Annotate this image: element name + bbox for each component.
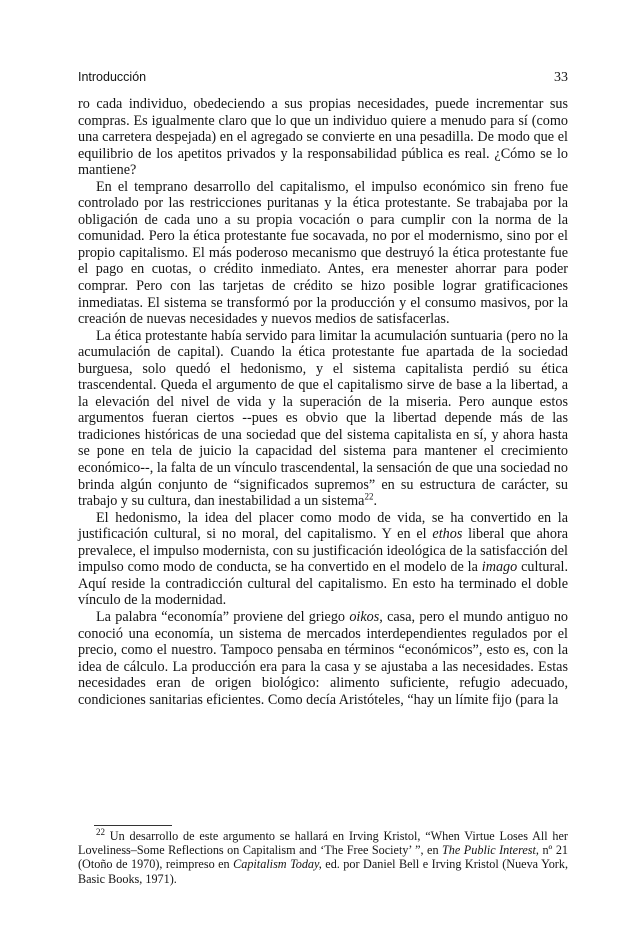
footnote [78,826,569,886]
italic-text: oikos, [349,608,383,625]
body-text [78,96,568,708]
footnote-number: 22 [96,826,105,837]
footnote-reference: 22 [364,491,374,502]
text-run: Un desarrollo de este argumento se hallará en Irving Kristol, “When Virtue Loses All her Loveliness–Some Reflections on Capitalism and ‘The Free Society’ ”, en [78,829,568,858]
paragraph [78,328,568,510]
page-header [78,70,568,90]
footnote-divider [94,825,172,826]
page-number: 33 [554,70,568,85]
italic-text: The Public Interest, [442,843,539,858]
paragraph [78,96,568,179]
text-run: nº 21 (Otoño de 1970), reimpreso en [78,843,569,872]
paragraph [78,179,568,328]
text-run: . [373,493,377,510]
text-run: El hedonismo, la idea del placer como modo de vida, se ha convertido en la justificación cultural, si no moral, del capitalismo. Y en el [78,509,568,543]
footnote-text [78,826,569,886]
text-run: La ética protestante había servido para limitar la acumulación suntuaria (pero no la acumulación de capital). Cuando la ética protestante fue apartada de la sociedad burguesa, solo quedó el hedonismo, y el sistema capitalista perdió su ética trascendental. Queda el argumento de que el capitalismo sirve de base a la libertad, a la elevación del nivel de vida y la superación de la miseria. Pero aunque estos argumentos fueran ciertos --pues es obvio que la libertad depende más de las tradiciones históricas de una sociedad que del sistema capitalista en sí, y ahora hasta se pone en tela de juicio la capacidad del sistema para mantener el crecimiento económico--, la falta de un vínculo trascendental, la sensación de que una sociedad no brinda algún conjunto de “significados supremos” en su estructura de carácter, su trabajo y su cultura, dan inestabilidad a un sistema [78,327,568,510]
italic-text: imago [481,559,518,576]
text-run: liberal que ahora prevalece, el impulso modernista, con su justificación ideológica de la satisfacción del impulso como modo de conducta, se ha convertido en el modelo de la [78,526,568,576]
text-run: En el temprano desarrollo del capitalismo, el impulso económico sin freno fue controlado por las restricciones puritanas y la ética protestante. Se trabajaba por la obligación de cada uno a su propia vocación o para cumplir con la norma de la comunidad. Pero la ética protestante fue socavada, no por el modernismo, sino por el propio capitalismo. El más poderoso mecanismo que destruyó la ética protestante fue el pago en cuotas, o crédito inmediato. Antes, era menester ahorrar para poder comprar. Pero con las tarjetas de crédito se hizo posible lograr gratificaciones inmediatas. El sistema se transformó por la producción y el consumo masivos, por la creación de nuevas necesidades y nuevos medios de satisfacerlas. [78,178,568,328]
text-run: casa, pero el mundo antiguo no conoció una economía, un sistema de mercados interdependientes regulados por el precio, como el nuestro. Tampoco pensaba en términos “económicos”, esto es, con la idea de cálculo. La producción era para la casa y se ajustaba a las necesidades. Estas necesidades eran de origen biológico: alimento suficiente, refugio adecuado, condiciones sanitarias eficientes. Como decía Aristóteles, “hay un límite fijo (para la [78,608,569,708]
text-run: La palabra “economía” proviene del griego [96,608,350,625]
italic-text: Capitalism Today, [233,857,322,872]
running-head: Introducción [78,70,147,84]
text-run: cultural. Aquí reside la contradicción cultural del capitalismo. En esto ha terminado el doble vínculo de la modernidad. [78,559,568,609]
italic-text: ethos [432,526,463,543]
text-run: ro cada individuo, obedeciendo a sus propias necesidades, puede incrementar sus compras. Es igualmente claro que lo que un individuo quiere a menudo para sí (como una carretera despejada) en el agregado se convierte en una pesadilla. De modo que el equilibrio de los apetitos privados y la responsabilidad pública es real. ¿Cómo se lo mantiene? [78,96,568,179]
paragraph [78,609,568,708]
text-run: ed. por Daniel Bell e Irving Kristol (Nueva York, Basic Books, 1971). [78,857,568,886]
paragraph [78,510,568,609]
